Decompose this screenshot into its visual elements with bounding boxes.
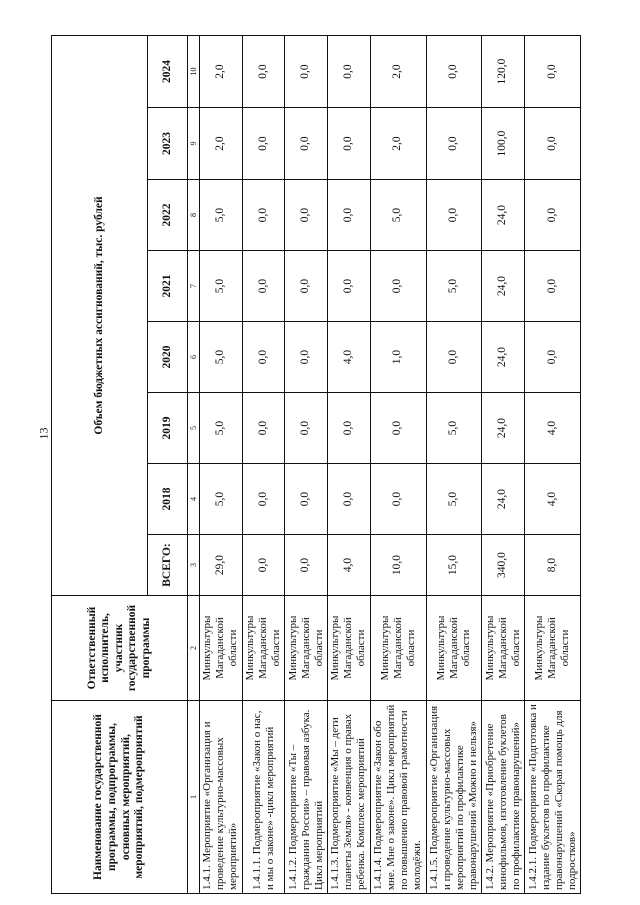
measure-name-cell: 1.4.1.2. Подмероприятие «Ты – гражданин России» – правовая азбука. Цикл мероприятий xyxy=(285,701,328,894)
header-volume: Объем бюджетных ассигнований, тыс. рублей xyxy=(52,36,148,596)
year-value-cell: 0,0 xyxy=(242,464,285,535)
column-number: 7 xyxy=(188,251,200,322)
total-value-cell: 4,0 xyxy=(328,535,371,596)
year-value-cell: 0,0 xyxy=(370,393,426,464)
year-value-cell: 0,0 xyxy=(285,108,328,180)
table-row xyxy=(328,36,371,894)
year-value-cell: 0,0 xyxy=(285,251,328,322)
year-value-cell: 5,0 xyxy=(370,180,426,251)
header-year: 2021 xyxy=(148,251,188,322)
year-value-cell: 1,0 xyxy=(370,322,426,393)
year-value-cell: 0,0 xyxy=(328,393,371,464)
executor-cell: Минкультуры Магаданской области xyxy=(242,596,285,701)
column-number: 5 xyxy=(188,393,200,464)
column-number: 6 xyxy=(188,322,200,393)
rotated-page-content xyxy=(45,34,585,894)
column-number: 3 xyxy=(188,535,200,596)
year-value-cell: 0,0 xyxy=(426,108,482,180)
measure-name-cell: 1.4.1.4. Подмероприятие «Закон обо мне. Мне о законе». Цикл мероприятий по повышению правовой грамотности молодёжи. xyxy=(370,701,426,894)
column-number: 8 xyxy=(188,180,200,251)
measure-name-cell: 1.4.1.5. Подмероприятие «Организация и проведение культурно-массовых мероприятий по профилактике правонарушений «Можно и нельзя» xyxy=(426,701,482,894)
column-number: 4 xyxy=(188,464,200,535)
header-year: 2024 xyxy=(148,36,188,108)
year-value-cell: 5,0 xyxy=(426,393,482,464)
column-number: 9 xyxy=(188,108,200,180)
year-value-cell: 24,0 xyxy=(482,322,525,393)
year-value-cell: 24,0 xyxy=(482,180,525,251)
year-value-cell: 2,0 xyxy=(370,36,426,108)
year-value-cell: 0,0 xyxy=(242,180,285,251)
year-value-cell: 0,0 xyxy=(242,393,285,464)
table-row xyxy=(525,36,581,894)
table-row xyxy=(285,36,328,894)
year-value-cell: 0,0 xyxy=(242,322,285,393)
header-year: 2023 xyxy=(148,108,188,180)
column-number: 10 xyxy=(188,36,200,108)
executor-cell: Минкультуры Магаданской области xyxy=(525,596,581,701)
year-value-cell: 2,0 xyxy=(200,36,243,108)
year-value-cell: 0,0 xyxy=(370,464,426,535)
measure-name-cell: 1.4.2. Мероприятие «Приобретение кинофильмов, изготовление буклетов по профилактике правонарушений» xyxy=(482,701,525,894)
year-value-cell: 0,0 xyxy=(525,180,581,251)
year-value-cell: 5,0 xyxy=(200,251,243,322)
executor-cell: Минкультуры Магаданской области xyxy=(370,596,426,701)
year-value-cell: 0,0 xyxy=(328,251,371,322)
year-value-cell: 0,0 xyxy=(242,251,285,322)
year-value-cell: 0,0 xyxy=(242,108,285,180)
total-value-cell: 340,0 xyxy=(482,535,525,596)
executor-cell: Минкультуры Магаданской области xyxy=(285,596,328,701)
header-year: 2020 xyxy=(148,322,188,393)
year-value-cell: 0,0 xyxy=(328,108,371,180)
year-value-cell: 100,0 xyxy=(482,108,525,180)
year-value-cell: 5,0 xyxy=(200,180,243,251)
year-value-cell: 0,0 xyxy=(426,36,482,108)
year-value-cell: 24,0 xyxy=(482,464,525,535)
year-value-cell: 0,0 xyxy=(285,180,328,251)
year-value-cell: 0,0 xyxy=(328,464,371,535)
year-value-cell: 0,0 xyxy=(525,322,581,393)
table-row xyxy=(482,36,525,894)
year-value-cell: 4,0 xyxy=(525,464,581,535)
executor-cell: Минкультуры Магаданской области xyxy=(426,596,482,701)
year-value-cell: 5,0 xyxy=(200,322,243,393)
page-number: 13 xyxy=(36,427,51,440)
measure-name-cell: 1.4.1.1. Подмероприятие «Закон о нас, и мы о законе» -цикл мероприятий xyxy=(242,701,285,894)
executor-cell: Минкультуры Магаданской области xyxy=(200,596,243,701)
column-number: 2 xyxy=(188,596,200,701)
measure-name-cell: 1.4.1. Мероприятие «Организация и проведение культурно-массовых мероприятий» xyxy=(200,701,243,894)
year-value-cell: 0,0 xyxy=(242,36,285,108)
year-value-cell: 0,0 xyxy=(285,322,328,393)
year-value-cell: 0,0 xyxy=(525,36,581,108)
total-value-cell: 8,0 xyxy=(525,535,581,596)
year-value-cell: 0,0 xyxy=(426,180,482,251)
year-value-cell: 0,0 xyxy=(328,36,371,108)
year-value-cell: 120,0 xyxy=(482,36,525,108)
year-value-cell: 5,0 xyxy=(426,464,482,535)
year-value-cell: 4,0 xyxy=(328,322,371,393)
year-value-cell: 24,0 xyxy=(482,393,525,464)
year-value-cell: 0,0 xyxy=(285,36,328,108)
total-value-cell: 15,0 xyxy=(426,535,482,596)
header-name: Наименование государственной программы, подпрограммы, основных мероприятий, мероприятий, подмероприятий xyxy=(52,701,188,894)
table-row xyxy=(200,36,243,894)
table-row xyxy=(370,36,426,894)
measure-name-cell: 1.4.1.3. Подмероприятие «Мы – дети планеты Земля» - конвенция о правах ребенка. Комплекс мероприятий xyxy=(328,701,371,894)
column-number-row xyxy=(188,36,200,894)
executor-cell: Минкультуры Магаданской области xyxy=(482,596,525,701)
header-year: 2018 xyxy=(148,464,188,535)
year-value-cell: 4,0 xyxy=(525,393,581,464)
column-number: 1 xyxy=(188,701,200,894)
total-value-cell: 10,0 xyxy=(370,535,426,596)
year-value-cell: 2,0 xyxy=(370,108,426,180)
year-value-cell: 0,0 xyxy=(426,322,482,393)
table-row xyxy=(242,36,285,894)
total-value-cell: 0,0 xyxy=(242,535,285,596)
year-value-cell: 0,0 xyxy=(285,393,328,464)
executor-cell: Минкультуры Магаданской области xyxy=(328,596,371,701)
total-value-cell: 29,0 xyxy=(200,535,243,596)
year-value-cell: 0,0 xyxy=(525,108,581,180)
year-value-cell: 5,0 xyxy=(200,393,243,464)
table-row xyxy=(426,36,482,894)
year-value-cell: 24,0 xyxy=(482,251,525,322)
header-executor: Ответственный исполнитель, участник государственной программы xyxy=(52,596,188,701)
measure-name-cell: 1.4.2.1. Подмероприятие «Подготовка и издание буклетов по профилактике правонарушений «Скорая помощь для подростков» xyxy=(525,701,581,894)
year-value-cell: 0,0 xyxy=(370,251,426,322)
budget-table xyxy=(51,35,581,894)
header-year: 2022 xyxy=(148,180,188,251)
header-total: ВСЕГО: xyxy=(148,535,188,596)
year-value-cell: 5,0 xyxy=(200,464,243,535)
year-value-cell: 0,0 xyxy=(525,251,581,322)
year-value-cell: 0,0 xyxy=(285,464,328,535)
year-value-cell: 2,0 xyxy=(200,108,243,180)
total-value-cell: 0,0 xyxy=(285,535,328,596)
year-value-cell: 0,0 xyxy=(328,180,371,251)
year-value-cell: 5,0 xyxy=(426,251,482,322)
header-year: 2019 xyxy=(148,393,188,464)
